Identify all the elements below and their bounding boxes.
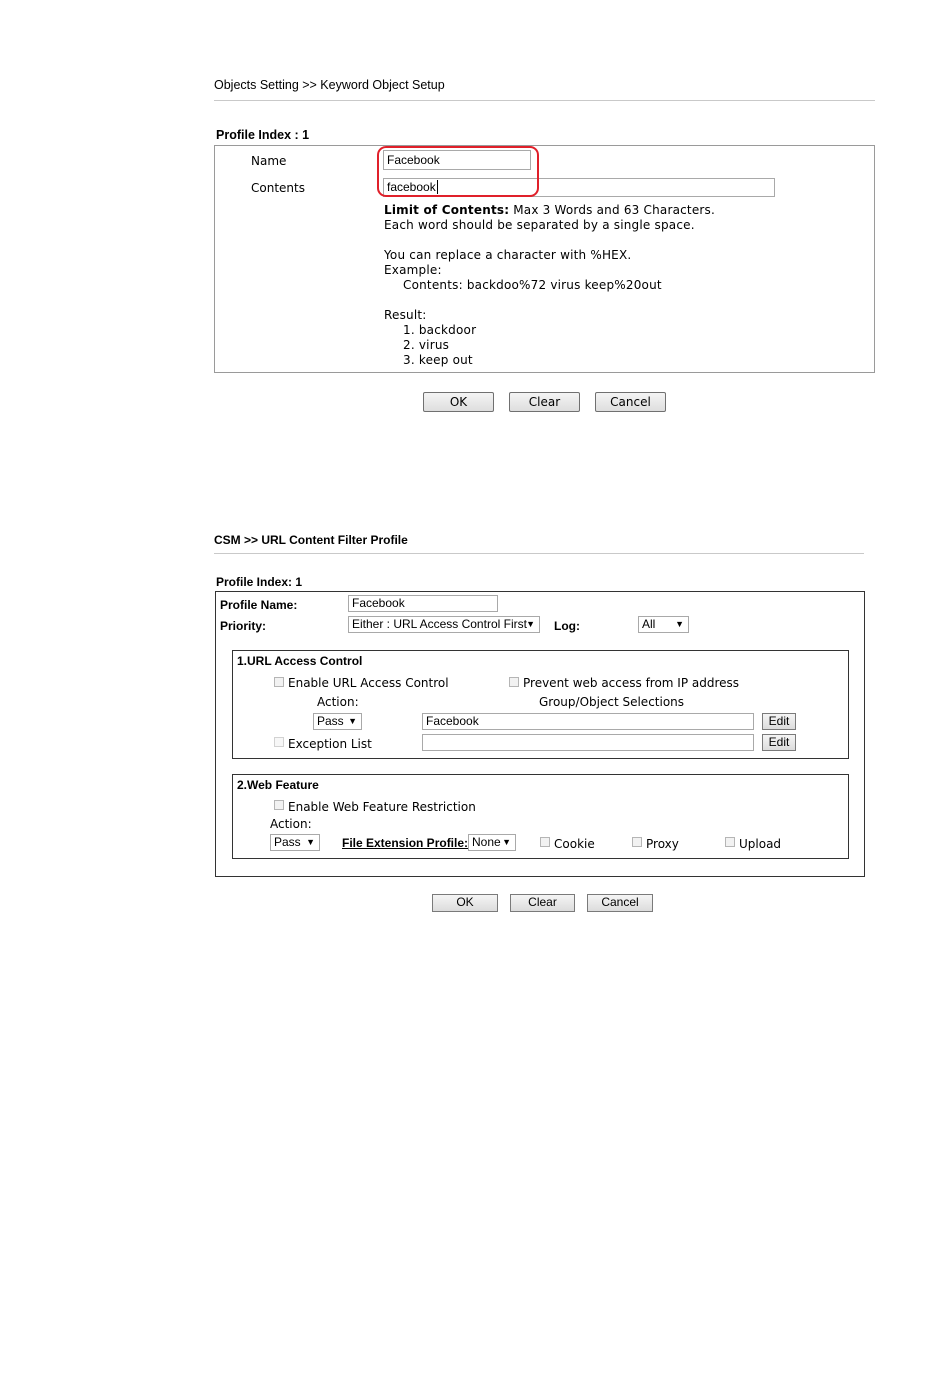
- keyword-cancel-button[interactable]: Cancel: [595, 392, 666, 412]
- url-action-label: Action:: [317, 695, 359, 709]
- name-label: Name: [251, 154, 287, 168]
- result-item-1: 1. backdoor: [403, 323, 477, 337]
- enable-url-access-checkbox[interactable]: [274, 677, 284, 687]
- exception-edit-button[interactable]: Edit: [762, 734, 796, 751]
- contents-help: [384, 203, 715, 368]
- url-access-legend: 1.URL Access Control: [237, 654, 363, 668]
- prevent-ip-access-checkbox[interactable]: [509, 677, 519, 687]
- result-label: Result:: [384, 308, 427, 322]
- csm-ok-button[interactable]: OK: [432, 894, 498, 912]
- chevron-down-icon: ▼: [348, 716, 357, 726]
- separator-note: Each word should be separated by a single space.: [384, 218, 695, 232]
- csm-clear-button[interactable]: Clear: [510, 894, 575, 912]
- log-label: Log:: [554, 619, 580, 633]
- csm-form-panel: [215, 591, 865, 877]
- csm-cancel-button[interactable]: Cancel: [587, 894, 653, 912]
- contents-input-value: facebook: [387, 180, 436, 194]
- url-access-control-section: [232, 650, 849, 759]
- exception-list-label: Exception List: [288, 737, 372, 751]
- group-selection-input[interactable]: Facebook: [422, 713, 754, 730]
- chevron-down-icon: ▼: [526, 619, 535, 629]
- upload-checkbox[interactable]: [725, 837, 735, 847]
- name-input[interactable]: Facebook: [383, 150, 531, 170]
- csm-breadcrumb: CSM >> URL Content Filter Profile: [214, 533, 408, 547]
- file-extension-value: None: [472, 835, 501, 849]
- csm-divider: [214, 553, 864, 554]
- file-extension-profile-link[interactable]: File Extension Profile:: [342, 836, 469, 850]
- priority-value: Either : URL Access Control First: [352, 617, 527, 631]
- chevron-down-icon: ▼: [502, 837, 511, 847]
- log-select[interactable]: [638, 616, 689, 633]
- chevron-down-icon: ▼: [306, 837, 315, 847]
- keyword-clear-button[interactable]: Clear: [509, 392, 580, 412]
- prevent-ip-access-label: Prevent web access from IP address: [523, 676, 740, 690]
- enable-web-feature-label: Enable Web Feature Restriction: [288, 800, 476, 814]
- url-action-select[interactable]: [313, 713, 362, 730]
- example-label: Example:: [384, 263, 442, 277]
- proxy-label: Proxy: [646, 837, 679, 851]
- log-value: All: [642, 617, 656, 631]
- url-action-value: Pass: [317, 714, 344, 728]
- cookie-label: Cookie: [554, 837, 595, 851]
- priority-select[interactable]: [348, 616, 540, 633]
- web-action-select[interactable]: [270, 834, 320, 851]
- limit-text: Max 3 Words and 63 Characters.: [509, 203, 716, 217]
- keyword-profile-index: Profile Index : 1: [216, 128, 310, 142]
- proxy-checkbox[interactable]: [632, 837, 642, 847]
- contents-label: Contents: [251, 181, 305, 195]
- web-action-label: Action:: [270, 817, 312, 831]
- example-contents: Contents: backdoo%72 virus keep%20out: [403, 278, 662, 292]
- keyword-breadcrumb: Objects Setting >> Keyword Object Setup: [214, 78, 445, 92]
- highlight-oval: [377, 146, 539, 197]
- result-item-3: 3. keep out: [403, 353, 473, 367]
- hex-note: You can replace a character with %HEX.: [384, 248, 632, 262]
- enable-web-feature-checkbox[interactable]: [274, 800, 284, 810]
- result-item-2: 2. virus: [403, 338, 450, 352]
- keyword-ok-button[interactable]: OK: [423, 392, 494, 412]
- web-action-value: Pass: [274, 835, 301, 849]
- chevron-down-icon: ▼: [675, 619, 684, 629]
- cookie-checkbox[interactable]: [540, 837, 550, 847]
- group-selections-label: Group/Object Selections: [539, 695, 685, 709]
- keyword-form-panel: [214, 145, 875, 373]
- keyword-divider: [214, 100, 875, 101]
- limit-label: Limit of Contents:: [384, 203, 510, 217]
- group-edit-button[interactable]: Edit: [762, 713, 796, 730]
- upload-label: Upload: [739, 837, 782, 851]
- csm-profile-index: Profile Index: 1: [216, 575, 303, 589]
- exception-list-checkbox[interactable]: [274, 737, 284, 747]
- priority-label: Priority:: [220, 619, 267, 633]
- profile-name-input[interactable]: Facebook: [348, 595, 498, 612]
- web-feature-section: [232, 774, 849, 859]
- enable-url-access-label: Enable URL Access Control: [288, 676, 449, 690]
- file-extension-select[interactable]: [468, 834, 516, 851]
- profile-name-label: Profile Name:: [220, 598, 298, 612]
- web-feature-legend: 2.Web Feature: [237, 778, 319, 792]
- exception-list-input[interactable]: [422, 734, 754, 751]
